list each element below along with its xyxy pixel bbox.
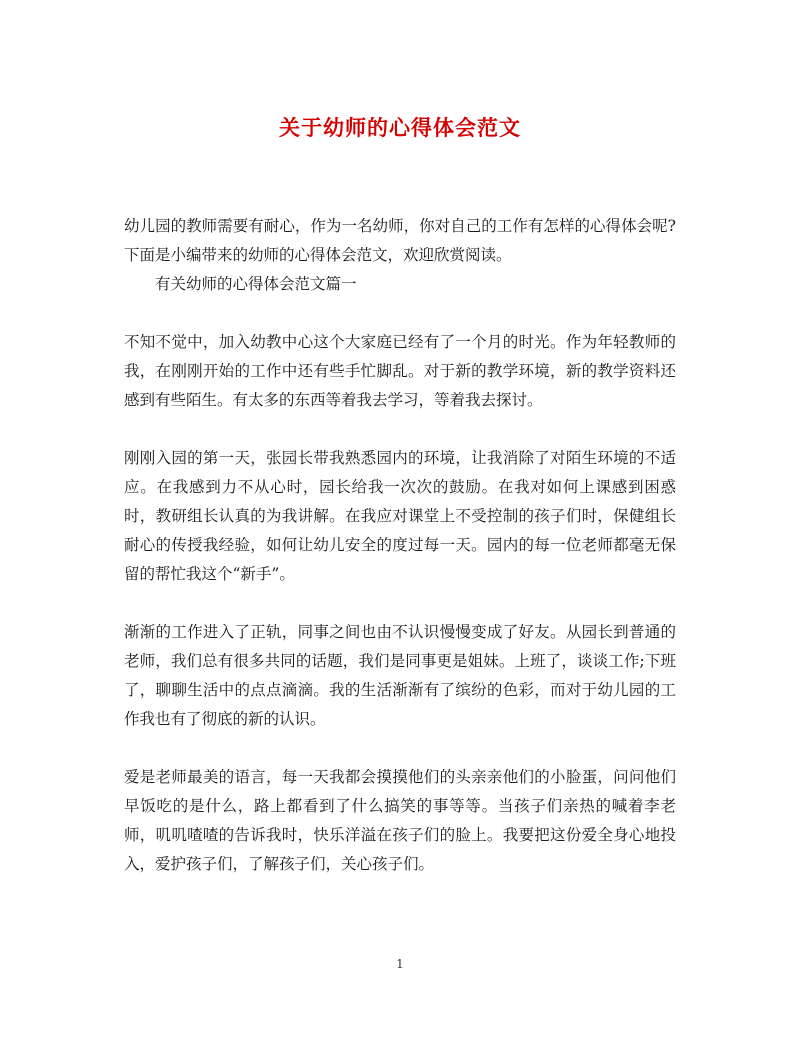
body-paragraph-1: 不知不觉中，加入幼教中心这个大家庭已经有了一个月的时光。作为年轻教师的我，在刚刚开始的工作中还有些手忙脚乱。对于新的教学环境，新的教学资料还感到有些陌生。有太多的东西等着我去学习，等着我去探讨。	[124, 333, 676, 409]
document-body	[124, 212, 676, 879]
page-number: 1	[396, 957, 404, 971]
body-paragraph-3: 渐渐的工作进入了正轨，同事之间也由不认识慢慢变成了好友。从园长到普通的老师，我们总有很多共同的话题，我们是同事更是姐妹。上班了，谈谈工作;下班了，聊聊生活中的点点滴滴。我的生活渐渐有了缤纷的色彩，而对于幼儿园的工作我也有了彻底的新的认识。	[124, 623, 676, 728]
intro-paragraph: 幼儿园的教师需要有耐心，作为一名幼师，你对自己的工作有怎样的心得体会呢?下面是小编带来的幼师的心得体会范文，欢迎欣赏阅读。	[124, 217, 676, 264]
body-paragraph-4: 爱是老师最美的语言，每一天我都会摸摸他们的头亲亲他们的小脸蛋，问问他们早饭吃的是什么，路上都看到了什么搞笑的事等等。当孩子们亲热的喊着李老师，叽叽喳喳的告诉我时，快乐洋溢在孩子们的脸上。我要把这份爱全身心地投入，爱护孩子们，了解孩子们，关心孩子们。	[124, 768, 676, 873]
document-title: 关于幼师的心得体会范文	[279, 115, 521, 140]
section-subheading: 有关幼师的心得体会范文篇一	[155, 275, 357, 293]
body-paragraph-2: 刚刚入园的第一天，张园长带我熟悉园内的环境，让我消除了对陌生环境的不适应。在我感到力不从心时，园长给我一次次的鼓励。在我对如何上课感到困惑时，教研组长认真的为我讲解。在我应对课堂上不受控制的孩子们时，保健组长耐心的传授我经验，如何让幼儿安全的度过每一天。园内的每一位老师都毫无保留的帮忙我这个“新手”。	[124, 449, 676, 583]
